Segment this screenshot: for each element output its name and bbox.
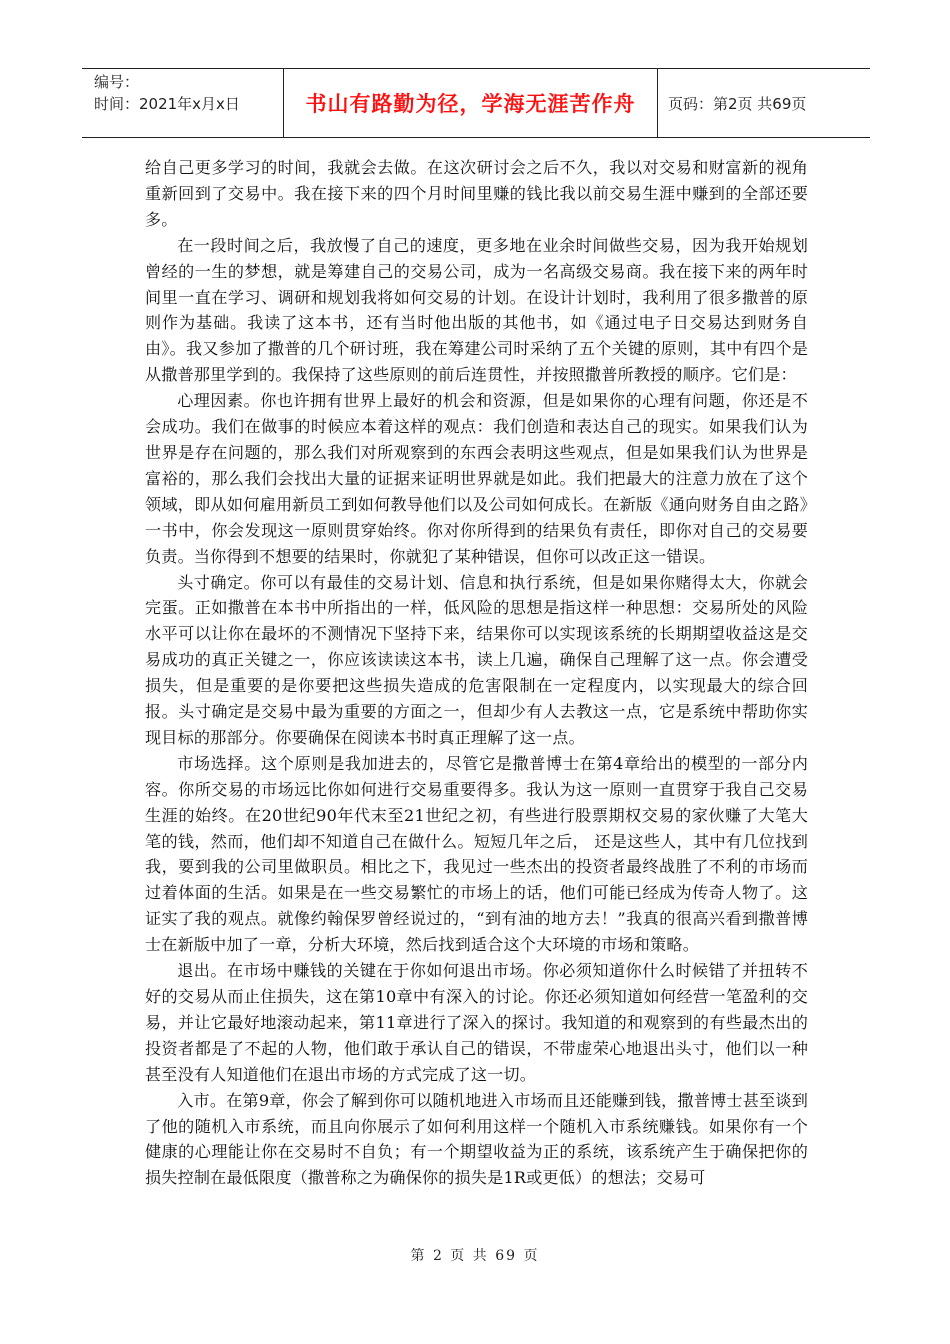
page-header [82,68,870,138]
paragraph: 头寸确定。你可以有最佳的交易计划、信息和执行系统，但是如果你赌得太大，你就会完蛋。正如撒普在本书中所指出的一样，低风险的思想是指这样一种思想：交易所处的风险水平可以让你在最坏的不测情况下坚持下来，结果你可以实现该系统的长期期望收益这是交易成功的真正关键之一，你应该读读这本书，读上几遍，确保自己理解了这一点。你会遭受损失，但是重要的是你要把这些损失造成的危害限制在一定程度内，以实现最大的综合回报。头寸确定是交易中最为重要的方面之一，但却少有人去教这一点，它是系统中帮助你实现目标的那部分。你要确保在阅读本书时真正理解了这一点。 [145,572,808,747]
paragraph: 市场选择。这个原则是我加进去的，尽管它是撒普博士在第4章给出的模型的一部分内容。你所交易的市场远比你如何进行交易重要得多。我认为这一原则一直贯穿于我自己交易生涯的始终。在20世纪90年代末至21世纪之初，有些进行股票期权交易的家伙赚了大笔大笔的钱，然而，他们却不知道自己在做什么。短短几年之后， 还是这些人，其中有几位找到我，要到我的公司里做职员。相比之下，我见过一些杰出的投资者最终战胜了不利的市场而过着体面的生活。如果是在一些交易繁忙的市场上的话，他们可能已经成为传奇人物了。这证实了我的观点。就像约翰保罗曾经说过的，“到有油的地方去！”我真的很高兴看到撒普博士在新版中加了一章，分析大环境，然后找到适合这个大环境的市场和策略。 [145,753,808,955]
header-motto: 书山有路勤为径，学海无涯苦作舟 [305,92,636,116]
document-number-label: 编号： [94,73,140,91]
paragraph: 心理因素。你也许拥有世界上最好的机会和资源，但是如果你的心理有问题，你还是不会成功。我们在做事的时候应本着这样的观点：我们创造和表达自己的现实。如果我们认为世界是存在问题的，那么我们对所观察到的东西会表明这些观点，但是如果我们认为世界是富裕的，那么我们会找出大量的证据来证明世界就是如此。我们把最大的注意力放在了这个领域，即从如何雇用新员工到如何教导他们以及公司如何成长。在新版《通向财务自由之路》一书中，你会发现这一原则贯穿始终。你对你所得到的结果负有责任，即你对自己的交易要负责。当你得到不想要的结果时，你就犯了某种错误，但你可以改正这一错误。 [145,391,808,566]
header-page-cell [658,69,870,137]
header-motto-cell [284,69,658,137]
page-footer: 第 2 页 共 69 页 [410,1248,540,1264]
header-meta [82,69,284,137]
paragraph: 在一段时间之后，我放慢了自己的速度，更多地在业余时间做些交易，因为我开始规划曾经的一生的梦想，就是筹建自己的交易公司，成为一名高级交易商。我在接下来的两年时间里一直在学习、调研和规划我将如何交易的计划。在设计计划时，我利用了很多撒普的原则作为基础。我读了这本书，还有当时他出版的其他书，如《通过电子日交易达到财务自由》。我又参加了撒普的几个研讨班，我在筹建公司时采纳了五个关键的原则，其中有四个是从撒普那里学到的。我保持了这些原则的前后连贯性，并按照撒普所教授的顺序。它们是： [145,235,808,385]
paragraph: 给自己更多学习的时间，我就会去做。在这次研讨会之后不久，我以对交易和财富新的视角重新回到了交易中。我在接下来的四个月时间里赚的钱比我以前交易生涯中赚到的全部还要多。 [145,158,808,229]
header-page-number: 页码：第2页 共69页 [668,94,807,113]
document-body [145,155,808,1191]
document-date-label: 时间：2021年x月x日 [94,95,240,113]
paragraph: 退出。在市场中赚钱的关键在于你如何退出市场。你必须知道你什么时候错了并扭转不好的交易从而止住损失，这在第10章中有深入的讨论。你还必须知道如何经营一笔盈利的交易，并让它最好地滚动起来，第11章进行了深入的探讨。我知道的和观察到的有些最杰出的投资者都是了不起的人物，他们敢于承认自己的错误，不带虚荣心地退出头寸，他们以一种甚至没有人知道他们在退出市场的方式完成了这一切。 [145,961,808,1084]
paragraph: 入市。在第9章，你会了解到你可以随机地进入市场而且还能赚到钱，撒普博士甚至谈到了他的随机入市系统，而且向你展示了如何利用这样一个随机入市系统赚钱。如果你有一个健康的心理能让你在交易时不自负；有一个期望收益为正的系统，该系统产生于确保把你的损失控制在最低限度（撒普称之为确保你的损失是1R或更低）的想法；交易可 [145,1090,808,1188]
